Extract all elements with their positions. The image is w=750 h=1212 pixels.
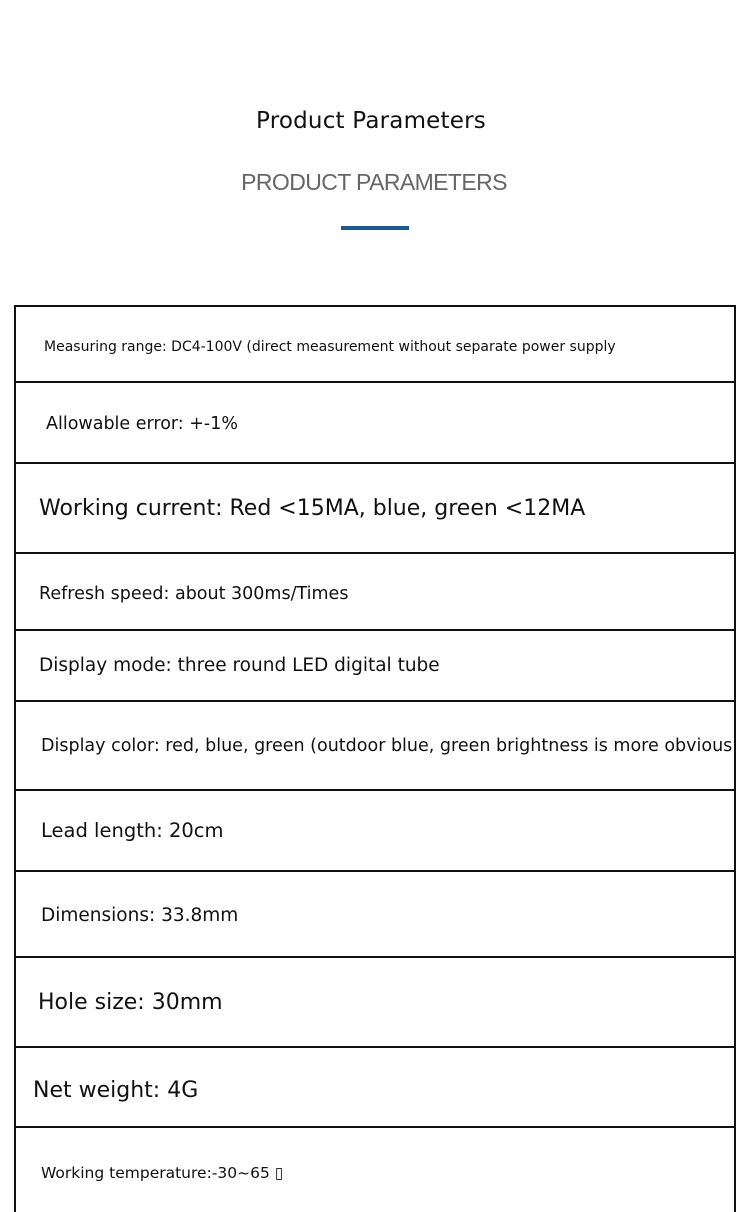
parameter-text: Lead length: 20cm — [41, 819, 224, 842]
parameter-text: Working temperature:-30~65 ▯ — [41, 1164, 284, 1182]
parameters-table — [14, 305, 736, 1212]
parameter-row-allowable-error — [16, 383, 734, 464]
page-title: Product Parameters — [256, 108, 486, 134]
parameter-text: Display mode: three round LED digital tube — [39, 655, 440, 676]
parameter-row-display-mode — [16, 631, 734, 702]
parameter-text: Measuring range: DC4-100V (direct measurement without separate power supply — [44, 339, 616, 355]
parameter-text: Working current: Red <15MA, blue, green <12MA — [39, 495, 586, 521]
parameter-row-dimensions — [16, 872, 734, 958]
parameter-row-hole-size — [16, 958, 734, 1048]
parameter-row-display-color — [16, 702, 734, 791]
parameter-row-lead-length — [16, 791, 734, 872]
title-accent-bar — [341, 226, 409, 230]
parameter-text: Net weight: 4G — [33, 1077, 199, 1103]
parameter-row-measuring-range — [16, 307, 734, 383]
parameter-text: Allowable error: +-1% — [46, 413, 238, 434]
parameter-text: Dimensions: 33.8mm — [41, 904, 239, 926]
parameter-row-working-temperature — [16, 1128, 734, 1212]
page-subtitle: PRODUCT PARAMETERS — [241, 169, 507, 195]
parameter-row-net-weight — [16, 1048, 734, 1128]
parameter-row-working-current — [16, 464, 734, 554]
parameter-text: Display color: red, blue, green (outdoor blue, green brightness is more obvious — [41, 735, 733, 756]
parameter-row-refresh-speed — [16, 554, 734, 631]
parameter-text: Refresh speed: about 300ms/Times — [39, 584, 349, 604]
parameter-text: Hole size: 30mm — [38, 989, 223, 1015]
